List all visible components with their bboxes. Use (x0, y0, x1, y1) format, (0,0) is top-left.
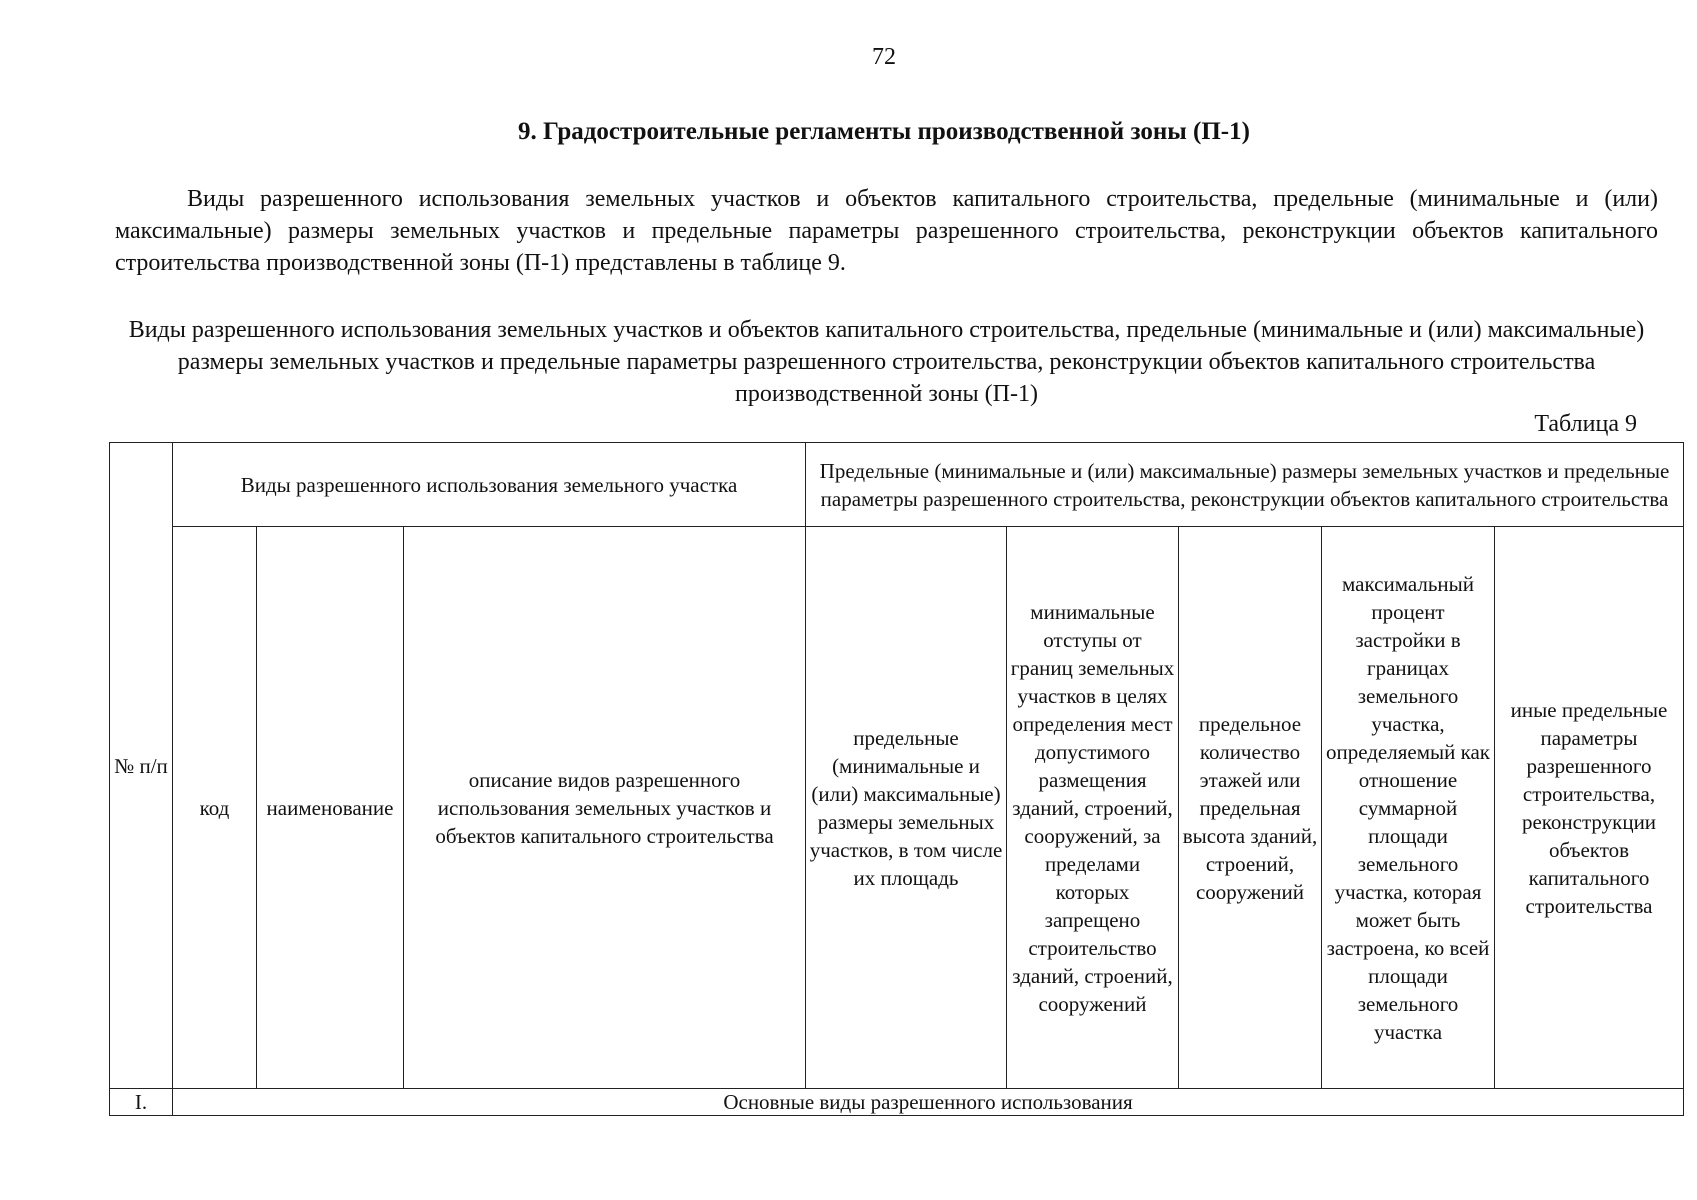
header-other: иные предельные параметры разрешенного строительства, реконструкции объектов капитального строительства (1495, 527, 1684, 1089)
table-caption: Виды разрешенного использования земельных участков и объектов капитального строительства, предельные (минимальные и (или) максимальные) размеры земельных участков и предельные параметры разрешенного строительства, реконструкции объектов капитального строительства производственной зоны (П-1) (128, 317, 1645, 407)
header-setbacks: минимальные отступы от границ земельных участков в целях определения мест допустимого размещения зданий, строений, сооружений, за пределами которых запрещено строительство зданий, строений, сооружений (1007, 527, 1179, 1089)
header-coverage: максимальный процент застройки в границах земельного участка, определяемый как отношение суммарной площади земельного участка, которая может быть застроена, ко всей площади земельного участка (1322, 527, 1495, 1089)
header-code: код (173, 527, 257, 1089)
header-description: описание видов разрешенного использования земельных участков и объектов капитального строительства (404, 527, 806, 1089)
section-row-label: Основные виды разрешенного использования (173, 1089, 1684, 1116)
header-group-permitted-use: Виды разрешенного использования земельного участка (173, 443, 806, 527)
section-row-number: I. (110, 1089, 173, 1116)
table-header-row-2 (110, 527, 1684, 1089)
header-group-limits: Предельные (минимальные и (или) максимальные) размеры земельных участков и предельные параметры разрешенного строительства, реконструкции объектов капитального строительства (806, 443, 1684, 527)
page-number: 72 (872, 44, 896, 70)
header-floors: предельное количество этажей или предельная высота зданий, строений, сооружений (1179, 527, 1322, 1089)
table-section-row (110, 1089, 1684, 1116)
header-number: № п/п (110, 443, 173, 1089)
table-label: Таблица 9 (1534, 411, 1637, 437)
table-header-row-1 (110, 443, 1684, 527)
regulations-table (109, 442, 1684, 1116)
header-name: наименование (257, 527, 404, 1089)
section-title: 9. Градостроительные регламенты производственной зоны (П-1) (518, 118, 1250, 145)
header-plot-size: предельные (минимальные и (или) максимальные) размеры земельных участков, в том числе их площадь (806, 527, 1007, 1089)
intro-paragraph: Виды разрешенного использования земельных участков и объектов капитального строительства, предельные (минимальные и (или) максимальные) размеры земельных участков и предельные параметры разрешенного строительства, реконструкции объектов капитального строительства производственной зоны (П-1) представлены в таблице 9. (115, 186, 1658, 276)
